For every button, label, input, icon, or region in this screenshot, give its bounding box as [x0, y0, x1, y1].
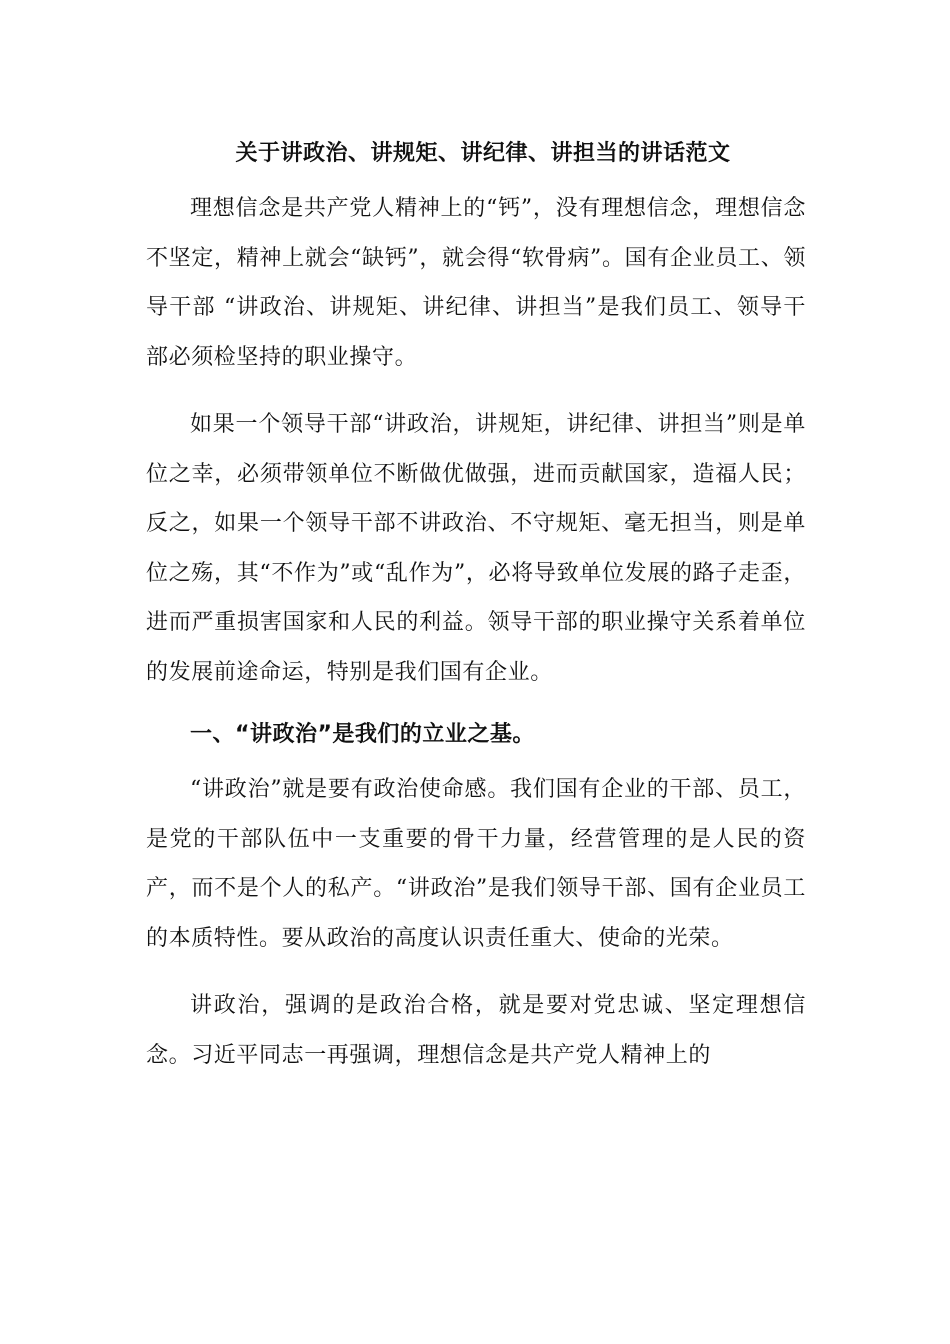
- section-heading: 一、“讲政治”是我们的立业之基。: [190, 722, 535, 747]
- paragraph-spacer: [146, 382, 806, 400]
- heading-spacer: [146, 755, 806, 765]
- paragraph-1: 理想信念是共产党人精神上的“钙”，没有理想信念，理想信念不坚定，精神上就会“缺钙”，就会得“软骨病”。国有企业员工、领导干部 “讲政治、讲规矩、讲纪律、讲担当”是我们员工、领导干部必须检坚持的职业操守。: [146, 196, 806, 370]
- document-title: 关于讲政治、讲规矩、讲纪律、讲担当的讲话范文: [235, 141, 731, 166]
- paragraph-3: “讲政治”就是要有政治使命感。我们国有企业的干部、员工，是党的干部队伍中一支重要的骨干力量，经营管理的是人民的资产，而不是个人的私产。“讲政治”是我们领导干部、国有企业员工的本质特性。要从政治的高度认识责任重大、使命的光荣。: [146, 777, 806, 951]
- paragraph-2: 如果一个领导干部“讲政治，讲规矩，讲纪律、讲担当”则是单位之幸，必须带领单位不断做优做强，进而贡献国家，造福人民；反之，如果一个领导干部不讲政治、不守规矩、毫无担当，则是单位之殇，其“不作为”或“乱作为”，必将导致单位发展的路子走歪，进而严重损害国家和人民的利益。领导干部的职业操守关系着单位的发展前途命运，特别是我们国有企业。: [146, 412, 806, 685]
- paragraph-spacer: [146, 697, 806, 715]
- paragraph-4: 讲政治，强调的是政治合格，就是要对党忠诚、坚定理想信念。习近平同志一再强调，理想信念是共产党人精神上的: [146, 993, 806, 1068]
- paragraph-spacer: [146, 963, 806, 981]
- document-body: [146, 138, 806, 1080]
